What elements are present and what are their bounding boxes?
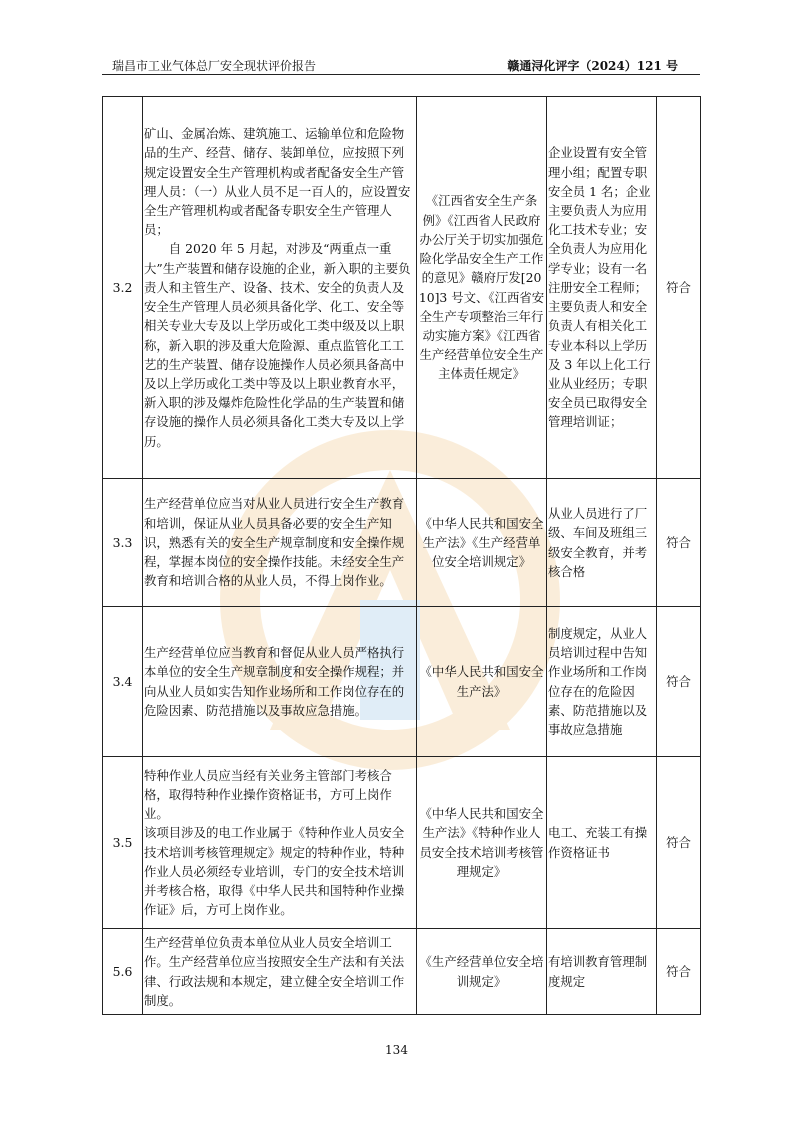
- requirement-text: 生产经营单位应当对从业人员进行安全生产教育和培训，保证从业人员具备必要的安全生产知识，熟悉有关的安全生产规章制度和安全操作规程，掌握本岗位的安全操作技能。未经安全生产教育和培训合格的从业人员，不得上岗作业。: [144, 496, 405, 589]
- requirement-cell: [143, 607, 417, 757]
- result-cell: 符合: [657, 757, 701, 929]
- basis-cell: 《生产经营单位安全培训规定》: [417, 929, 547, 1015]
- requirement-cell: [143, 757, 417, 929]
- item-number: 3.3: [103, 479, 143, 607]
- basis-cell: 《中华人民共和国安全生产法》《生产经营单位安全培训规定》: [417, 479, 547, 607]
- item-number: 3.5: [103, 757, 143, 929]
- requirement-cell: [143, 479, 417, 607]
- table-row: [103, 97, 701, 479]
- requirement-cell: [143, 97, 417, 479]
- item-number: 3.2: [103, 97, 143, 479]
- evaluation-table: [102, 96, 701, 1015]
- report-title: 瑞昌市工业气体总厂安全现状评价报告: [112, 59, 317, 73]
- situation-cell: 企业设置有安全管理小组；配置专职安全员 1 名；企业主要负责人为应用化工技术专业；安全负责人为应用化学专业；设有一名注册安全工程师；主要负责人和安全负责人有相关化工专业本科以上学历及 3 年以上化工行业从业经历；专职安全员已取得安全管理培训证；: [547, 97, 657, 479]
- situation-cell: 有培训教育管理制度规定: [547, 929, 657, 1015]
- table-row: [103, 607, 701, 757]
- situation-cell: 电工、充装工有操作资格证书: [547, 757, 657, 929]
- result-cell: 符合: [657, 607, 701, 757]
- table-row: [103, 479, 701, 607]
- requirement-cell: [143, 929, 417, 1015]
- page-header: [102, 54, 700, 75]
- basis-cell: 《中华人民共和国安全生产法》《特种作业人员安全技术培训考核管理规定》: [417, 757, 547, 929]
- result-cell: 符合: [657, 929, 701, 1015]
- situation-cell: 从业人员进行了厂级、车间及班组三级安全教育，并考核合格: [547, 479, 657, 607]
- page-number: 134: [385, 1043, 408, 1057]
- basis-cell: 《江西省安全生产条例》《江西省人民政府办公厅关于切实加强危险化学品安全生产工作的意见》赣府厅发[2010]3 号文、《江西省安全生产专项整治三年行动实施方案》《江西省生产经营单位安全生产主体责任规定》: [417, 97, 547, 479]
- requirement-text: 生产经营单位应当教育和督促从业人员严格执行本单位的安全生产规章制度和安全操作规程；并向从业人员如实告知作业场所和工作岗位存在的危险因素、防范措施以及事故应急措施。: [144, 645, 405, 718]
- table-row: [103, 757, 701, 929]
- requirement-text: 特种作业人员应当经有关业务主管部门考核合格，取得特种作业操作资格证书，方可上岗作业。: [144, 767, 392, 822]
- basis-cell: 《中华人民共和国安全生产法》: [417, 607, 547, 757]
- result-cell: 符合: [657, 97, 701, 479]
- item-number: 5.6: [103, 929, 143, 1015]
- result-cell: 符合: [657, 479, 701, 607]
- requirement-text: 生产经营单位负责本单位从业人员安全培训工作。生产经营单位应当按照安全生产法和有关法律、行政法规和本规定，建立健全安全培训工作制度。: [144, 935, 405, 1008]
- requirement-text: 该项目涉及的电工作业属于《特种作业人员安全技术培训考核管理规定》规定的特种作业，特种作业人员必须经专业培训，专门的安全技术培训并考核合格，取得《中华人民共和国特种作业操作证》后，方可上岗作业。: [144, 825, 405, 918]
- requirement-text: 自 2020 年 5 月起，对涉及“两重点一重大”生产装置和储存设施的企业，新入职的主要负责人和主管生产、设备、技术、安全的负责人及安全生产管理人员必须具备化学、化工、安全等相关专业大专及以上学历或化工类中级及以上职称，新入职的涉及重大危险源、重点监管化工工艺的生产装置、储存设施操作人员必须具备高中及以上学历或化工类中等及以上职业教育水平，新入职的涉及爆炸危险性化学品的生产装置和储存设施的操作人员必须具备化工类大专及以上学历。: [144, 241, 411, 449]
- item-number: 3.4: [103, 607, 143, 757]
- report-number: 赣通浔化评字（2024）121 号: [507, 59, 678, 73]
- requirement-text: 矿山、金属冶炼、建筑施工、运输单位和危险物品的生产、经营、储存、装卸单位，应按照下列规定设置安全生产管理机构或者配备安全生产管理人员：（一）从业人员不足一百人的，应设置安全生产管理机构或者配备专职安全生产管理人员；: [144, 126, 411, 238]
- situation-cell: 制度规定，从业人员培训过程中告知作业场所和工作岗位存在的危险因素、防范措施以及事故应急措施: [547, 607, 657, 757]
- table-row: [103, 929, 701, 1015]
